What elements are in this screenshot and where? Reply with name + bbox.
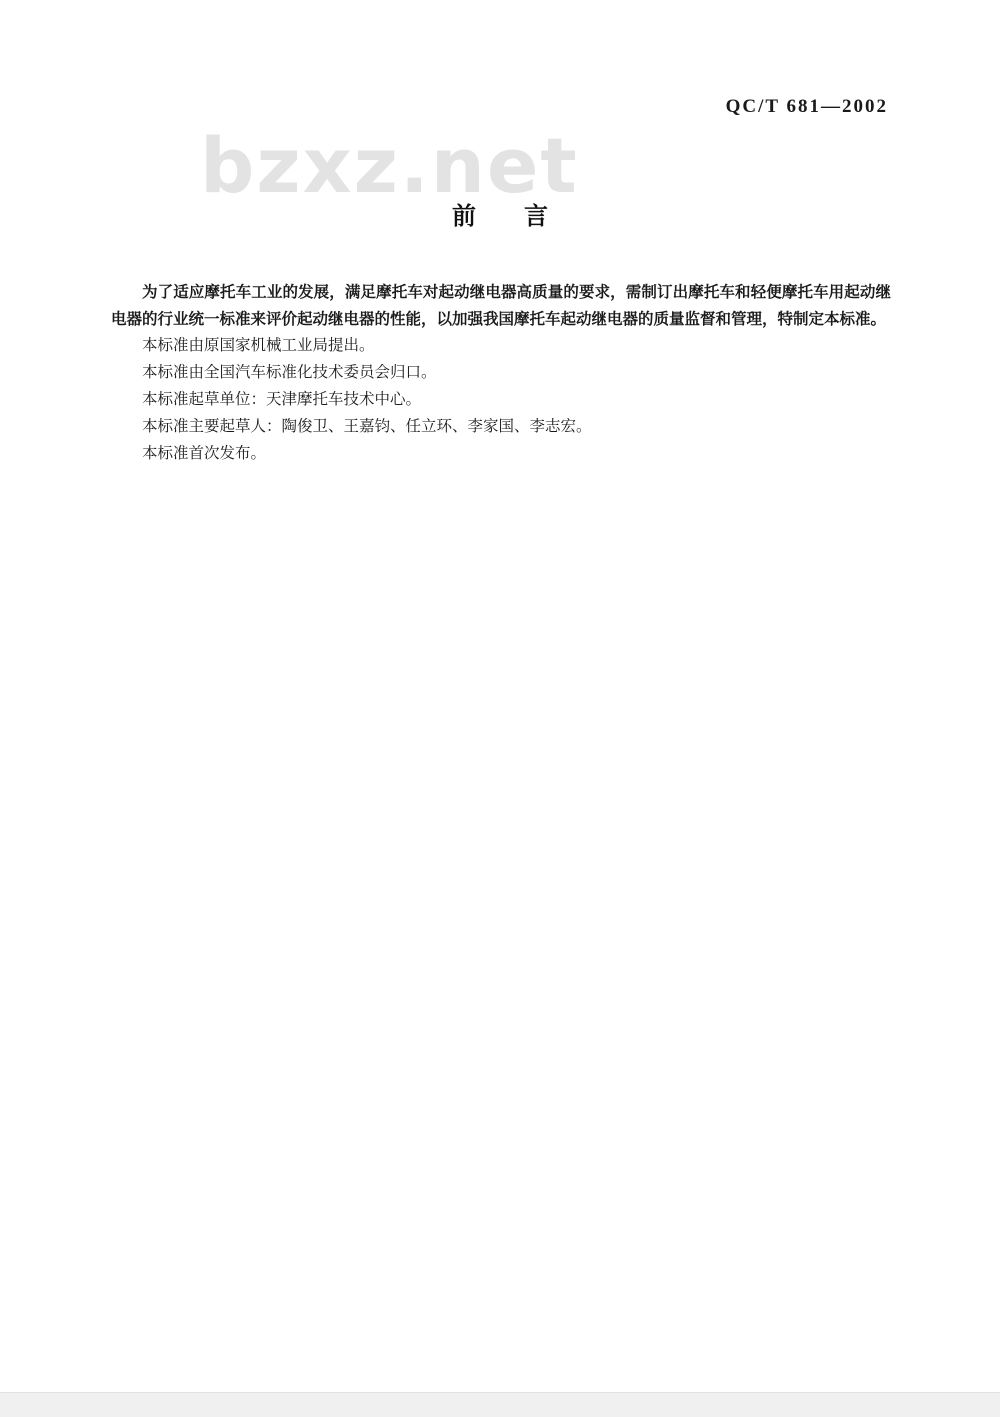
paragraph-drafting-unit: 本标准起草单位：天津摩托车技术中心。	[142, 390, 422, 408]
paragraph-intro: 为了适应摩托车工业的发展，满足摩托车对起动继电器高质量的要求，需制订出摩托车和轻便摩托车用起动继电器的行业统一标准来评价起动继电器的性能，以加强我国摩托车起动继电器的质量监督和管理，特制定本标准。	[111, 282, 891, 328]
paragraph-proposer: 本标准由原国家机械工业局提出。	[142, 336, 375, 354]
bottom-edge-bar	[0, 1392, 1000, 1417]
watermark: bzxz.net	[200, 121, 579, 210]
paragraph-drafters: 本标准主要起草人：陶俊卫、王嘉钧、任立环、李家国、李志宏。	[142, 417, 592, 435]
page-title: 前言	[452, 202, 596, 230]
paragraph-first-release: 本标准首次发布。	[142, 444, 267, 462]
foreword-body	[111, 278, 891, 467]
paragraph-committee: 本标准由全国汽车标准化技术委员会归口。	[142, 363, 437, 381]
standard-code: QC/T 681—2002	[725, 96, 888, 117]
